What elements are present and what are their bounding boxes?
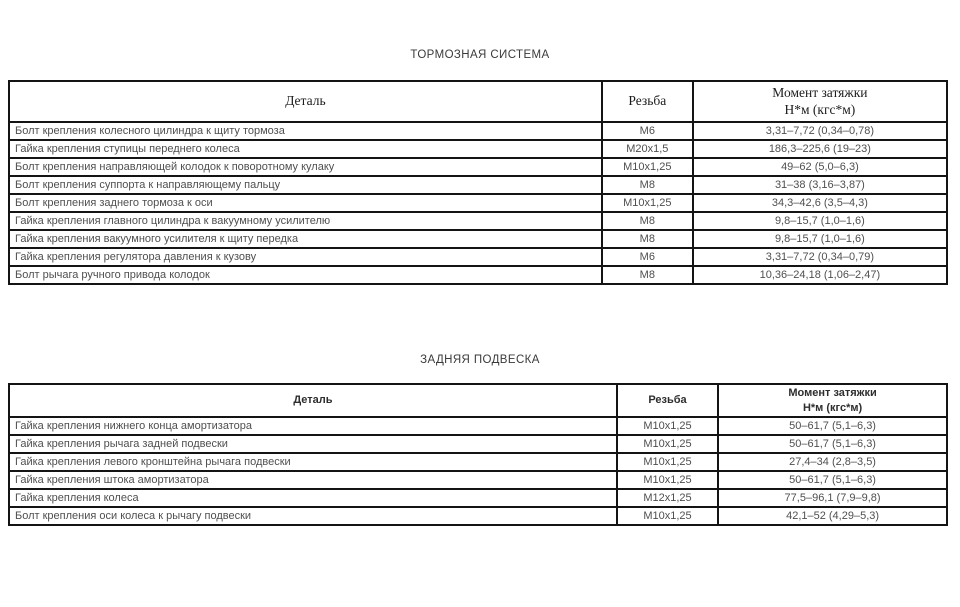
column-header-part: Деталь (9, 384, 617, 417)
torque-cell: 3,31–7,72 (0,34–0,78) (693, 122, 947, 140)
thread-cell: М12х1,25 (617, 489, 718, 507)
thread-cell: М8 (602, 176, 693, 194)
thread-cell: М10х1,25 (617, 435, 718, 453)
rear-suspension-table-header-row (9, 384, 947, 417)
rear-suspension-table (8, 383, 948, 526)
torque-cell: 50–61,7 (5,1–6,3) (718, 417, 947, 435)
table-row (9, 453, 947, 471)
part-cell: Гайка крепления колеса (9, 489, 617, 507)
torque-cell: 186,3–225,6 (19–23) (693, 140, 947, 158)
column-header-part: Деталь (9, 81, 602, 122)
torque-cell: 9,8–15,7 (1,0–1,6) (693, 212, 947, 230)
torque-cell: 9,8–15,7 (1,0–1,6) (693, 230, 947, 248)
table-row (9, 230, 947, 248)
torque-cell: 3,31–7,72 (0,34–0,79) (693, 248, 947, 266)
torque-cell: 34,3–42,6 (3,5–4,3) (693, 194, 947, 212)
part-cell: Болт крепления суппорта к направляющему пальцу (9, 176, 602, 194)
part-cell: Гайка крепления штока амортизатора (9, 471, 617, 489)
thread-cell: М10х1,25 (617, 507, 718, 525)
part-cell: Болт крепления заднего тормоза к оси (9, 194, 602, 212)
table-row (9, 489, 947, 507)
thread-cell: М10х1,25 (617, 417, 718, 435)
thread-cell: М8 (602, 266, 693, 284)
part-cell: Гайка крепления левого кронштейна рычага подвески (9, 453, 617, 471)
column-header-thread: Резьба (602, 81, 693, 122)
part-cell: Болт крепления направляющей колодок к поворотному кулаку (9, 158, 602, 176)
thread-cell: М8 (602, 212, 693, 230)
thread-cell: М10х1,25 (602, 194, 693, 212)
table-row (9, 158, 947, 176)
rear-suspension-section-title: ЗАДНЯЯ ПОДВЕСКА (420, 354, 540, 366)
part-cell: Гайка крепления нижнего конца амортизатора (9, 417, 617, 435)
torque-cell: 50–61,7 (5,1–6,3) (718, 435, 947, 453)
torque-header-line2: Н*м (кгс*м) (802, 401, 863, 414)
part-cell: Болт рычага ручного привода колодок (9, 266, 602, 284)
table-row (9, 266, 947, 284)
torque-cell: 10,36–24,18 (1,06–2,47) (693, 266, 947, 284)
table-row (9, 435, 947, 453)
table-row (9, 471, 947, 489)
thread-cell: М20х1,5 (602, 140, 693, 158)
brake-table-header-row (9, 81, 947, 122)
torque-cell: 49–62 (5,0–6,3) (693, 158, 947, 176)
torque-header-line1: Момент затяжки (788, 387, 877, 400)
part-cell: Гайка крепления ступицы переднего колеса (9, 140, 602, 158)
table-row (9, 248, 947, 266)
table-row (9, 176, 947, 194)
table-row (9, 122, 947, 140)
table-row (9, 417, 947, 435)
part-cell: Гайка крепления регулятора давления к кузову (9, 248, 602, 266)
table-row (9, 194, 947, 212)
torque-cell: 42,1–52 (4,29–5,3) (718, 507, 947, 525)
table-row (9, 212, 947, 230)
thread-cell: М10х1,25 (617, 453, 718, 471)
thread-cell: М10х1,25 (602, 158, 693, 176)
column-header-thread: Резьба (617, 384, 718, 417)
table-row (9, 507, 947, 525)
torque-cell: 27,4–34 (2,8–3,5) (718, 453, 947, 471)
thread-cell: М6 (602, 248, 693, 266)
thread-cell: М8 (602, 230, 693, 248)
part-cell: Болт крепления оси колеса к рычагу подвески (9, 507, 617, 525)
torque-header-line2: Н*м (кгс*м) (784, 101, 856, 117)
part-cell: Болт крепления колесного цилиндра к щиту тормоза (9, 122, 602, 140)
column-header-torque (693, 81, 947, 122)
part-cell: Гайка крепления главного цилиндра к вакуумному усилителю (9, 212, 602, 230)
table-row (9, 140, 947, 158)
torque-header-line1: Момент затяжки (772, 84, 868, 100)
brake-table (8, 80, 948, 285)
thread-cell: М10х1,25 (617, 471, 718, 489)
part-cell: Гайка крепления рычага задней подвески (9, 435, 617, 453)
column-header-torque (718, 384, 947, 417)
thread-cell: М6 (602, 122, 693, 140)
torque-cell: 77,5–96,1 (7,9–9,8) (718, 489, 947, 507)
part-cell: Гайка крепления вакуумного усилителя к щиту передка (9, 230, 602, 248)
torque-cell: 31–38 (3,16–3,87) (693, 176, 947, 194)
torque-cell: 50–61,7 (5,1–6,3) (718, 471, 947, 489)
brake-section-title: ТОРМОЗНАЯ СИСТЕМА (410, 49, 550, 61)
